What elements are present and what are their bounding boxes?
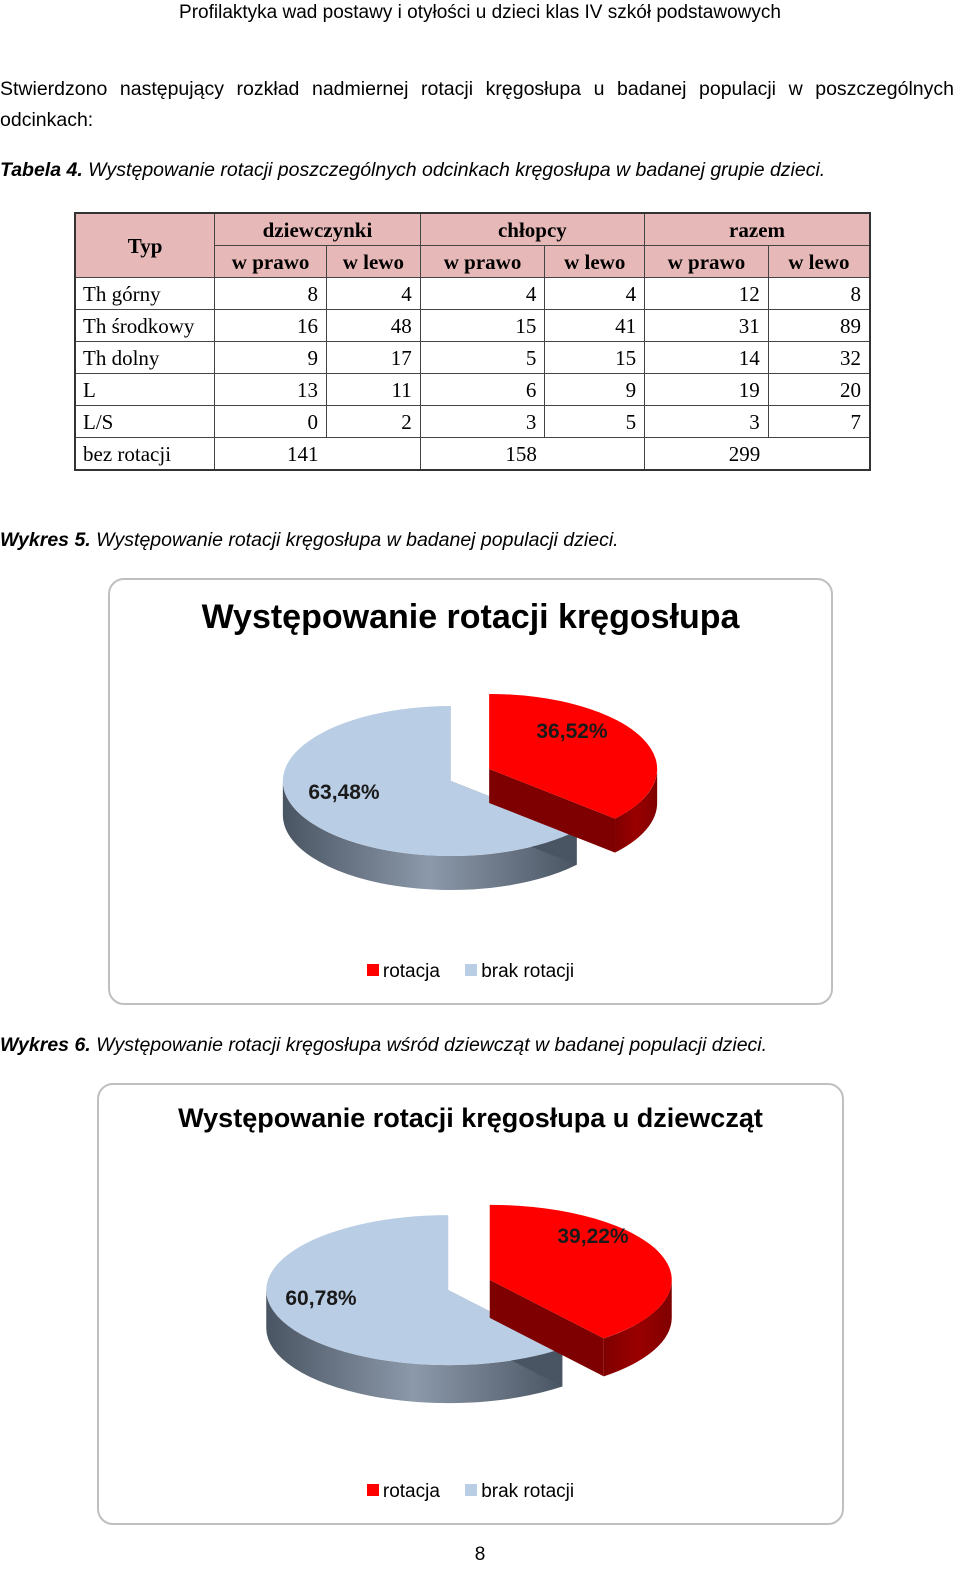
cell-total: 158 <box>420 438 545 471</box>
cell: 17 <box>326 342 420 374</box>
cell: 9 <box>545 374 645 406</box>
row-label: bez rotacji <box>75 438 215 471</box>
pie-data-label: 39,22% <box>557 1225 629 1248</box>
rotation-table <box>74 212 871 471</box>
cell: 2 <box>326 406 420 438</box>
cell: 7 <box>768 406 870 438</box>
subheader: w lewo <box>768 246 870 278</box>
cell: 41 <box>545 310 645 342</box>
cell: 3 <box>420 406 545 438</box>
chart6-legend <box>99 1481 842 1503</box>
cell: 4 <box>545 278 645 310</box>
cell-total: 299 <box>645 438 769 471</box>
subheader: w prawo <box>420 246 545 278</box>
row-label: Th środkowy <box>75 310 215 342</box>
cell: 0 <box>215 406 327 438</box>
page-header: Profilaktyka wad postawy i otyłości u dzieci klas IV szkół podstawowych <box>179 2 781 23</box>
legend-swatch <box>367 964 379 976</box>
cell: 4 <box>326 278 420 310</box>
cell: 9 <box>215 342 327 374</box>
row-label: Th górny <box>75 278 215 310</box>
legend-label: rotacja <box>382 961 440 982</box>
legend-swatch <box>465 964 477 976</box>
legend-label: brak rotacji <box>481 961 575 982</box>
chart6-caption-text: Występowanie rotacji kręgosłupa wśród dziewcząt w badanej populacji dzieci. <box>90 1034 768 1056</box>
table-row <box>75 278 870 310</box>
chart5-pie <box>110 655 831 995</box>
table-caption <box>0 158 825 182</box>
cell: 20 <box>768 374 870 406</box>
table-header-row <box>75 213 870 246</box>
header-typ: Typ <box>75 213 215 278</box>
chart6-title: Występowanie rotacji kręgosłupa u dziewcząt <box>178 1103 763 1133</box>
page-number: 8 <box>474 1544 486 1565</box>
chart5-panel <box>108 578 833 1005</box>
cell: 8 <box>215 278 327 310</box>
cell: 6 <box>420 374 545 406</box>
cell: 5 <box>545 406 645 438</box>
row-label: L/S <box>75 406 215 438</box>
cell: 15 <box>420 310 545 342</box>
row-label: L <box>75 374 215 406</box>
chart5-caption-label: Wykres 5. <box>0 529 91 551</box>
cell: 16 <box>215 310 327 342</box>
table-caption-label: Tabela 4. <box>0 159 83 181</box>
legend-item-rotacja <box>367 961 440 982</box>
chart6-panel <box>97 1083 844 1525</box>
cell: 3 <box>645 406 769 438</box>
table-row <box>75 342 870 374</box>
cell: 19 <box>645 374 769 406</box>
chart6-caption-label: Wykres 6. <box>0 1034 91 1056</box>
cell: 15 <box>545 342 645 374</box>
legend-item-brak <box>465 1481 574 1502</box>
cell: 31 <box>645 310 769 342</box>
pie-data-label: 60,78% <box>285 1287 357 1310</box>
cell-spacer <box>768 438 870 471</box>
cell: 4 <box>420 278 545 310</box>
cell: 14 <box>645 342 769 374</box>
legend-swatch <box>465 1484 477 1496</box>
header-group: chłopcy <box>420 213 644 246</box>
cell: 8 <box>768 278 870 310</box>
pie-data-label: 63,48% <box>308 781 380 804</box>
table-caption-text: Występowanie rotacji poszczególnych odcinkach kręgosłupa w badanej grupie dzieci. <box>82 159 826 181</box>
chart5-title: Występowanie rotacji kręgosłupa <box>201 598 740 636</box>
cell-total: 141 <box>215 438 327 471</box>
table-row <box>75 406 870 438</box>
chart6-caption <box>0 1033 767 1057</box>
header-group: razem <box>645 213 870 246</box>
cell-spacer <box>326 438 420 471</box>
subheader: w prawo <box>215 246 327 278</box>
cell: 5 <box>420 342 545 374</box>
cell: 12 <box>645 278 769 310</box>
table-row <box>75 310 870 342</box>
chart5-caption-text: Występowanie rotacji kręgosłupa w badanej populacji dzieci. <box>90 529 619 551</box>
table-row-totals <box>75 438 870 471</box>
chart5-caption <box>0 528 619 552</box>
legend-swatch <box>367 1484 379 1496</box>
subheader: w prawo <box>645 246 769 278</box>
header-group: dziewczynki <box>215 213 420 246</box>
legend-label: rotacja <box>382 1481 440 1502</box>
cell: 11 <box>326 374 420 406</box>
subheader: w lewo <box>545 246 645 278</box>
cell-spacer <box>545 438 645 471</box>
cell: 48 <box>326 310 420 342</box>
chart5-legend <box>110 961 831 983</box>
cell: 13 <box>215 374 327 406</box>
pie-data-label: 36,52% <box>536 720 608 743</box>
row-label: Th dolny <box>75 342 215 374</box>
intro-paragraph: Stwierdzono następujący rozkład nadmiernej rotacji kręgosłupa u badanej populacji w poszczególnych odcinkach: <box>0 78 954 131</box>
legend-item-rotacja <box>367 1481 440 1502</box>
subheader: w lewo <box>326 246 420 278</box>
cell: 32 <box>768 342 870 374</box>
legend-item-brak <box>465 961 574 982</box>
table-row <box>75 374 870 406</box>
chart6-pie <box>99 1165 842 1505</box>
legend-label: brak rotacji <box>481 1481 575 1502</box>
cell: 89 <box>768 310 870 342</box>
